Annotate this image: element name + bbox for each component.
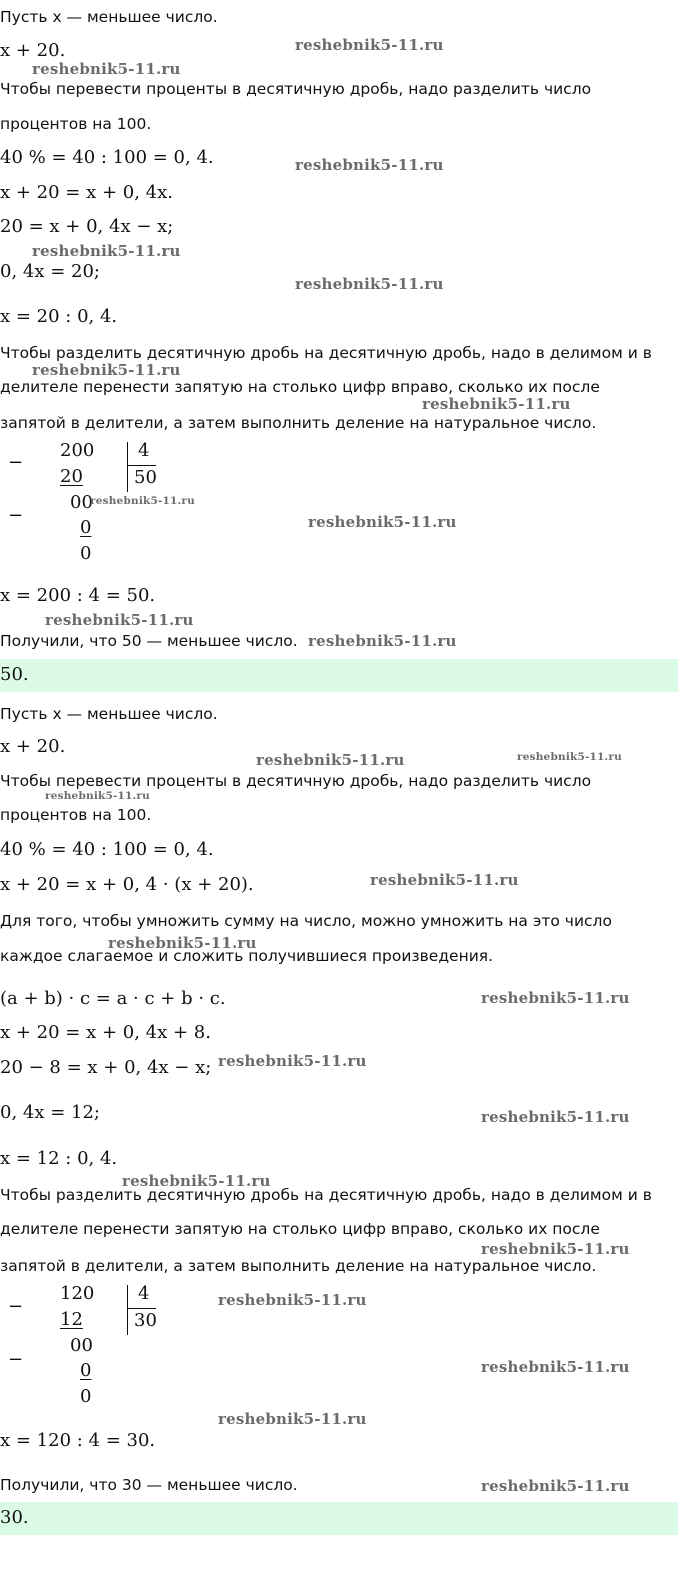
watermark: reshebnik5-11.ru <box>256 751 405 769</box>
let-x-text: Пусть x — меньшее число. <box>0 705 218 723</box>
subtrahend: 0 <box>80 517 92 538</box>
expression: x + 20. <box>0 40 66 61</box>
quotient: 30 <box>134 1310 157 1331</box>
subtrahend: 20 <box>60 466 83 487</box>
distributive-rule-line-1: Для того, чтобы умножить сумму на число, можно умножить на это число <box>0 912 612 930</box>
percent-rule-line-1: Чтобы перевести проценты в десятичную дробь, надо разделить число <box>0 80 592 98</box>
watermark: reshebnik5-11.ru <box>32 242 181 260</box>
watermark: reshebnik5-11.ru <box>295 156 444 174</box>
quotient: 50 <box>134 467 157 488</box>
watermark: reshebnik5-11.ru <box>308 513 457 531</box>
answer-box <box>0 1502 678 1535</box>
percent-rule-line-1: Чтобы перевести проценты в десятичную дробь, надо разделить число <box>0 772 592 790</box>
remainder: 0 <box>80 1386 92 1407</box>
watermark: reshebnik5-11.ru <box>481 1477 630 1495</box>
equation: x + 20 = x + 0, 4 · (x + 20). <box>0 874 254 895</box>
dividend: 200 <box>60 440 95 461</box>
watermark: reshebnik5-11.ru <box>108 934 257 952</box>
watermark: reshebnik5-11.ru <box>32 60 181 78</box>
watermark: reshebnik5-11.ru <box>481 989 630 1007</box>
percent-conversion: 40 % = 40 : 100 = 0, 4. <box>0 147 214 168</box>
watermark: reshebnik5-11.ru <box>308 632 457 650</box>
watermark: reshebnik5-11.ru <box>517 751 622 763</box>
divisor: 4 <box>138 1283 150 1304</box>
equation: x + 20 = x + 0, 4x + 8. <box>0 1022 211 1043</box>
watermark: reshebnik5-11.ru <box>422 395 571 413</box>
distributive-rule-line-2: каждое слагаемое и сложить получившиеся произведения. <box>0 947 494 965</box>
remainder: 00 <box>70 1335 93 1356</box>
subtrahend: 0 <box>80 1360 92 1381</box>
distributive-formula: (a + b) · c = a · c + b · c. <box>0 988 226 1009</box>
result-text: Получили, что 30 — меньшее число. <box>0 1476 298 1494</box>
answer-value: 50. <box>0 664 29 685</box>
equation: x = 12 : 0, 4. <box>0 1148 118 1169</box>
watermark: reshebnik5-11.ru <box>122 1172 271 1190</box>
equation: x = 20 : 0, 4. <box>0 306 118 327</box>
watermark: reshebnik5-11.ru <box>90 495 195 507</box>
equation: x + 20 = x + 0, 4x. <box>0 182 174 203</box>
minus-sign: − <box>8 505 24 526</box>
watermark: reshebnik5-11.ru <box>481 1358 630 1376</box>
subtrahend: 12 <box>60 1309 83 1330</box>
division-rule-line-2: делителе перенести запятую на столько цифр вправо, сколько их после <box>0 1220 600 1238</box>
equation: x = 120 : 4 = 30. <box>0 1430 156 1451</box>
let-x-text: Пусть x — меньшее число. <box>0 8 218 26</box>
quotient-line <box>128 465 156 466</box>
dividend: 120 <box>60 1283 95 1304</box>
answer-value: 30. <box>0 1507 29 1528</box>
minus-sign: − <box>8 1296 24 1317</box>
watermark: reshebnik5-11.ru <box>481 1108 630 1126</box>
watermark: reshebnik5-11.ru <box>45 611 194 629</box>
remainder: 0 <box>80 543 92 564</box>
expression: x + 20. <box>0 736 66 757</box>
watermark: reshebnik5-11.ru <box>218 1052 367 1070</box>
quotient-line <box>128 1308 156 1309</box>
watermark: reshebnik5-11.ru <box>295 36 444 54</box>
watermark: reshebnik5-11.ru <box>218 1410 367 1428</box>
watermark: reshebnik5-11.ru <box>481 1240 630 1258</box>
equation: 20 − 8 = x + 0, 4x − x; <box>0 1057 212 1078</box>
minus-sign: − <box>8 452 24 473</box>
equation: 20 = x + 0, 4x − x; <box>0 216 174 237</box>
remainder: 00 <box>70 492 93 513</box>
division-rule-line-2: делителе перенести запятую на столько цифр вправо, сколько их после <box>0 378 600 396</box>
division-rule-line-3: запятой в делители, а затем выполнить деление на натуральное число. <box>0 1257 597 1275</box>
percent-rule-line-2: процентов на 100. <box>0 806 152 824</box>
equation: 0, 4x = 12; <box>0 1102 100 1123</box>
division-rule-line-1: Чтобы разделить десятичную дробь на десятичную дробь, надо в делимом и в <box>0 344 652 362</box>
percent-rule-line-2: процентов на 100. <box>0 115 152 133</box>
division-bracket <box>127 442 128 492</box>
division-rule-line-3: запятой в делители, а затем выполнить деление на натуральное число. <box>0 414 597 432</box>
equation: 0, 4x = 20; <box>0 261 100 282</box>
divisor: 4 <box>138 440 150 461</box>
watermark: reshebnik5-11.ru <box>295 275 444 293</box>
minus-sign: − <box>8 1349 24 1370</box>
watermark: reshebnik5-11.ru <box>370 871 519 889</box>
result-text: Получили, что 50 — меньшее число. <box>0 632 298 650</box>
watermark: reshebnik5-11.ru <box>218 1291 367 1309</box>
percent-conversion: 40 % = 40 : 100 = 0, 4. <box>0 839 214 860</box>
division-rule-line-1: Чтобы разделить десятичную дробь на десятичную дробь, надо в делимом и в <box>0 1186 652 1204</box>
division-bracket <box>127 1285 128 1335</box>
answer-box <box>0 659 678 692</box>
watermark: reshebnik5-11.ru <box>45 790 150 802</box>
equation: x = 200 : 4 = 50. <box>0 585 156 606</box>
watermark: reshebnik5-11.ru <box>32 361 181 379</box>
